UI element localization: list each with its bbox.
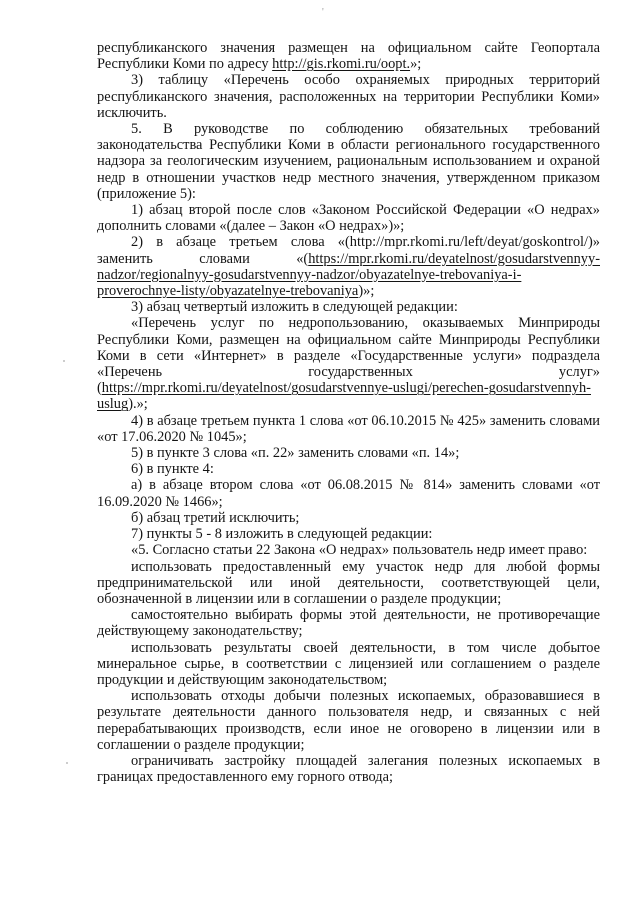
- paragraph-subitem-b: б) абзац третий исключить;: [131, 509, 300, 526]
- mpr-services-link[interactable]: https://mpr.rkomi.ru/deyatelnost/gosudarstvennye-uslugi/perechen-gosudarstvennyh-uslug: [97, 380, 591, 413]
- paragraph-item-1: 1) абзац второй после слов «Законом Российской Федерации «О недрах» дополнить словами «(далее – Закон «О недрах»)»;: [97, 202, 600, 235]
- scan-mark: ': [322, 7, 324, 18]
- paragraph-right-use-plot: использовать предоставленный ему участок недр для любой формы предпринимательской или иной деятельности, соответствующей цели, обозначенной в лицензии или в соглашении о разделе продукции;: [97, 558, 600, 607]
- paragraph-subitem-a: а) в абзаце втором слова «от 06.08.2015 № 814» заменить словами «от 16.09.2020 № 1466»;: [97, 477, 600, 510]
- paragraph-item-3: 3) абзац четвертый изложить в следующей редакции:: [131, 299, 458, 316]
- paragraph-section-5: 5. В руководстве по соблюдению обязательных требований законодательства Республики Коми в области регионального государственного надзора за геологическим изучением, рациональным использованием и охраной недр в отношении участков недр местного значения, утвержденном приказом (приложение 5):: [97, 121, 600, 202]
- paragraph-services-list: «Перечень услуг по недропользованию, оказываемых Минприроды Республики Коми, размещен на официальном сайте Минприроды Республики Коми в сети «Интернет» в разделе «Государственные услуги» подраздела «Перечень государственных услуг» (https://mpr.rkomi.ru/deyatelnost/gosudarstvennye-uslugi/perechen-gosudarstvennyh-uslug).»;: [97, 315, 600, 413]
- paragraph-item-6: 6) в пункте 4:: [131, 461, 214, 478]
- geoportal-link[interactable]: http://gis.rkomi.ru/oopt.: [272, 56, 411, 73]
- scan-speck: [63, 360, 65, 362]
- paragraph-oopt-address: республиканского значения размещен на официальном сайте Геопортала Республики Коми по адресу http://gis.rkomi.ru/oopt.»;: [97, 40, 600, 73]
- paragraph-right-use-waste: использовать отходы добычи полезных ископаемых, образовавшиеся в результате деятельности данного пользователя недр, и связанных с ней перерабатывающих производств, если иное не оговорено в лицензии или в соглашении о разделе продукции;: [97, 688, 600, 753]
- scan-speck: [66, 762, 68, 764]
- paragraph-item-5: 5) в пункте 3 слова «п. 22» заменить словами «п. 14»;: [131, 445, 460, 462]
- paragraph-right-restrict-building: ограничивать застройку площадей залегания полезных ископаемых в границах предоставленного ему горного отвода;: [97, 752, 600, 786]
- paragraph-right-use-results: использовать результаты своей деятельности, в том числе добытое минеральное сырье, в соответствии с лицензией или соглашением о разделе продукции и действующим законодательством;: [97, 639, 600, 688]
- paragraph-clause-5: «5. Согласно статьи 22 Закона «О недрах» пользователь недр имеет право:: [131, 542, 588, 559]
- paragraph-item-2: 2) в абзаце третьем слова «(http://mpr.rkomi.ru/left/deyat/goskontrol/)» заменить словами «(https://mpr.rkomi.ru/deyatelnost/gosudarstvennyy-nadzor/regionalnyy-gosudarstvennyy-nadzor/obyazatelnye-trebovaniya-i-proverochnye-listy/obyazatelnye-trebovaniya)»;: [97, 234, 600, 300]
- paragraph-item-4: 4) в абзаце третьем пункта 1 слова «от 06.10.2015 № 425» заменить словами «от 17.06.2020 № 1045»;: [97, 412, 600, 445]
- mpr-requirements-link[interactable]: https://mpr.rkomi.ru/deyatelnost/gosudarstvennyy-nadzor/regionalnyy-gosudarstvennyy-nadzor/obyazatelnye-trebovaniya-i-proverochnye-listy/obyazatelnye-trebovaniya: [97, 250, 600, 300]
- paragraph-item-7: 7) пункты 5 - 8 изложить в следующей редакции:: [131, 526, 433, 543]
- paragraph-right-choose-forms: самостоятельно выбирать формы этой деятельности, не противоречащие действующему законодательству;: [97, 607, 600, 640]
- paragraph-item-3-table: 3) таблицу «Перечень особо охраняемых природных территорий республиканского значения, расположенных на территории Республики Коми» исключить.: [97, 72, 600, 121]
- document-body: [97, 40, 600, 785]
